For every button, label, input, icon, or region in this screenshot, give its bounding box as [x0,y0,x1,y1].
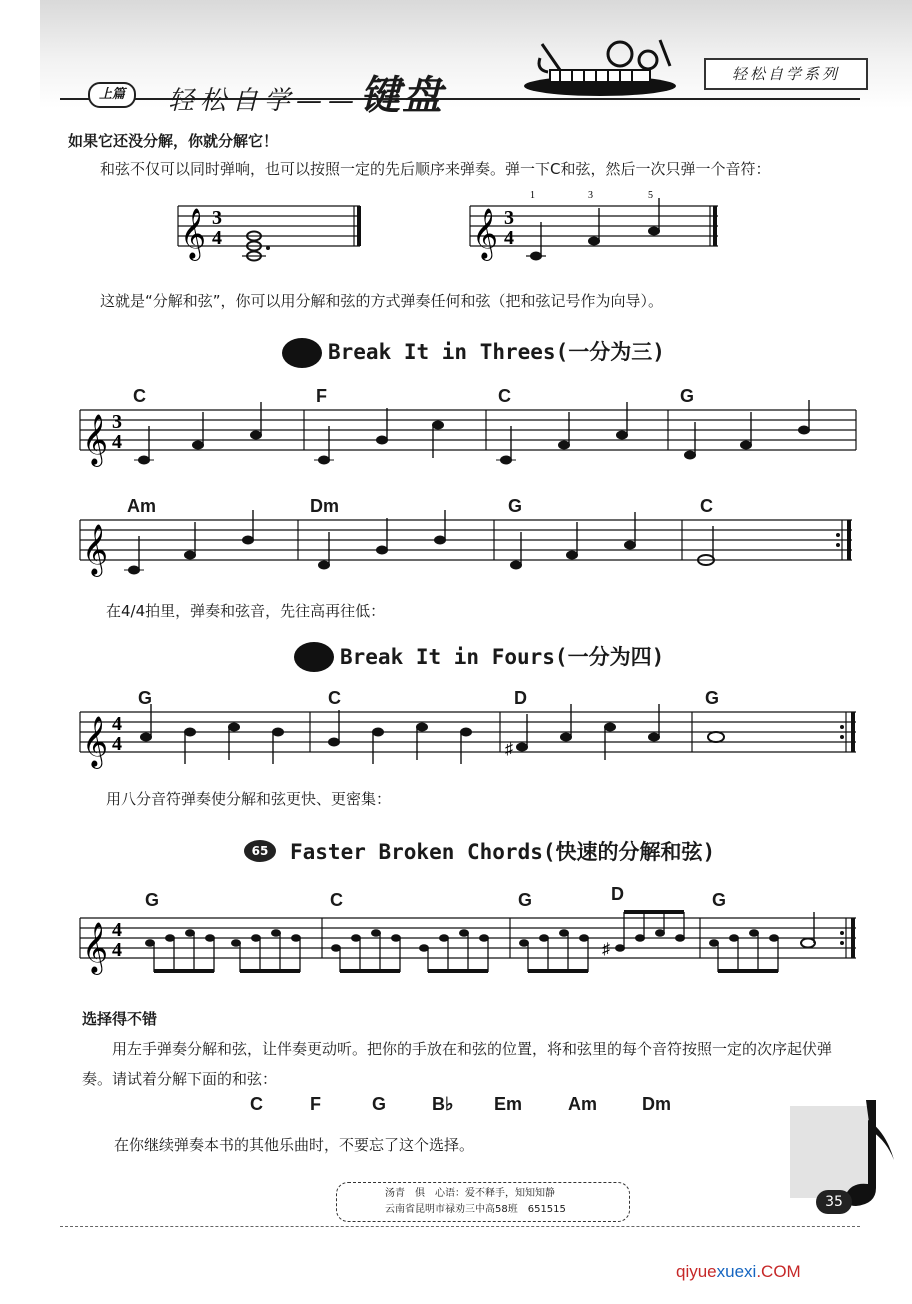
left-hand-instructions: 用左手弹奏分解和弦，让伴奏更动听。把你的手放在和弦的位置，将和弦里的每个音符按照一定的次序起伏弹奏。请试着分解下面的和弦： [82,1040,833,1088]
song-title-break-it-in-fours: Break It in Fours(一分为四) [340,645,665,669]
time-sig-bottom: 4 [212,227,222,249]
staff-block-chord [170,190,370,270]
chord-symbol: Dm [310,496,340,516]
staff-break-it-in-fours [72,702,862,772]
time-sig-bottom: 4 [112,939,122,961]
section-heading-good-choice: 选择得不错 [82,1010,158,1028]
footer-stamp [336,1182,630,1222]
closing-note: 在你继续弹奏本书的其他乐曲时，不要忘了这个选择。 [114,1136,475,1154]
staff-break-it-in-threes-1 [72,400,862,480]
practice-chord: B♭ [432,1094,454,1114]
four-four-intro: 在4/4拍里，弹奏和弦音，先往高再往低： [106,602,386,620]
eighth-note-intro: 用八分音符弹奏使分解和弦更快、更密集： [106,790,392,808]
watermark-blue: xuexi [716,1262,757,1281]
treble-clef-icon: 𝄞 [472,209,499,258]
sharp-icon: ♯ [602,941,610,958]
treble-clef-icon: 𝄞 [82,525,109,574]
song-number-badge: 65 [244,840,276,862]
instruments-illustration [520,30,680,102]
practice-chord: Em [494,1094,523,1114]
whole-note [708,732,724,742]
chord-symbol: G [508,496,523,516]
practice-chord-row [0,1094,912,1120]
practice-chord: Am [568,1094,598,1114]
note-head [530,252,542,261]
half-note [801,939,815,948]
book-title-main: 键盘 [360,73,445,119]
book-title-prefix: 轻松自学—— [168,86,361,116]
treble-clef-icon: 𝄞 [82,717,109,766]
time-sig-top: 3 [212,207,222,229]
chord-symbol: C [133,386,146,406]
footer-rule [60,1226,860,1228]
time-sig-top: 4 [112,919,122,941]
finger-number: 3 [588,190,593,201]
song-title-break-it-in-threes: Break It in Threes(一分为三) [328,340,665,364]
chord-symbol: D [611,884,624,904]
practice-chord: C [250,1094,263,1114]
note-head [648,227,660,236]
chord-symbol: G [712,890,727,910]
book-title [168,64,444,121]
chord-symbol: G [138,688,153,708]
song-number-badge [282,338,322,368]
broken-chord-intro: 和弦不仅可以同时弹响，也可以按照一定的先后顺序来弹奏。弹一下C和弦，然后一次只弹一个音符： [100,160,771,178]
series-label: 轻松自学系列 [704,58,868,90]
practice-chord: Dm [642,1094,672,1114]
time-sig-bottom: 4 [112,733,122,755]
practice-chord: G [372,1094,387,1114]
chord-symbol: C [700,496,713,516]
chord-symbol: G [705,688,720,708]
staff-break-it-in-threes-2 [72,510,862,590]
watermark-suffix: .COM [756,1262,801,1281]
watermark-red: qiyue [676,1262,717,1281]
sharp-icon: ♯ [505,741,513,758]
chord-symbol: C [498,386,511,406]
time-sig-top: 3 [504,207,514,229]
chord-symbol: G [518,890,533,910]
time-sig-top: 3 [112,411,122,433]
chord-symbol: G [145,890,160,910]
finger-number: 1 [530,190,535,201]
treble-clef-icon: 𝄞 [82,923,109,972]
footer-line-1: 汤青 俱 心语：爱不释手，知知知静 [385,1188,555,1199]
staff-faster-broken-chords [72,904,862,980]
chord-symbol: D [514,688,527,708]
section-heading-break-down: 如果它还没分解，你就分解它！ [68,132,279,150]
song-title-faster-broken-chords: Faster Broken Chords(快速的分解和弦) [290,840,716,864]
footer-line-2: 云南省昆明市禄劝三中高58班 651515 [385,1204,566,1215]
note-head [588,237,600,246]
song-number-badge [294,642,334,672]
time-sig-bottom: 4 [504,227,514,249]
treble-clef-icon: 𝄞 [82,415,109,464]
volume-tag: 上篇 [88,82,136,108]
staff-arpeggio [466,186,726,270]
treble-clef-icon: 𝄞 [180,209,207,258]
finger-number: 5 [648,190,653,201]
chord-symbol: Am [127,496,157,516]
time-sig-bottom: 4 [112,431,122,453]
chord-symbol: C [330,890,343,910]
practice-chord: F [310,1094,321,1114]
page-number: 35 [816,1190,852,1214]
broken-chord-explain: 这就是“分解和弦”，你可以用分解和弦的方式弹奏任何和弦（把和弦记号作为向导）。 [100,292,664,310]
site-watermark [676,1262,801,1282]
time-sig-top: 4 [112,713,122,735]
chord-symbol: C [328,688,341,708]
chord-symbol: F [316,386,327,406]
chord-symbol: G [680,386,695,406]
